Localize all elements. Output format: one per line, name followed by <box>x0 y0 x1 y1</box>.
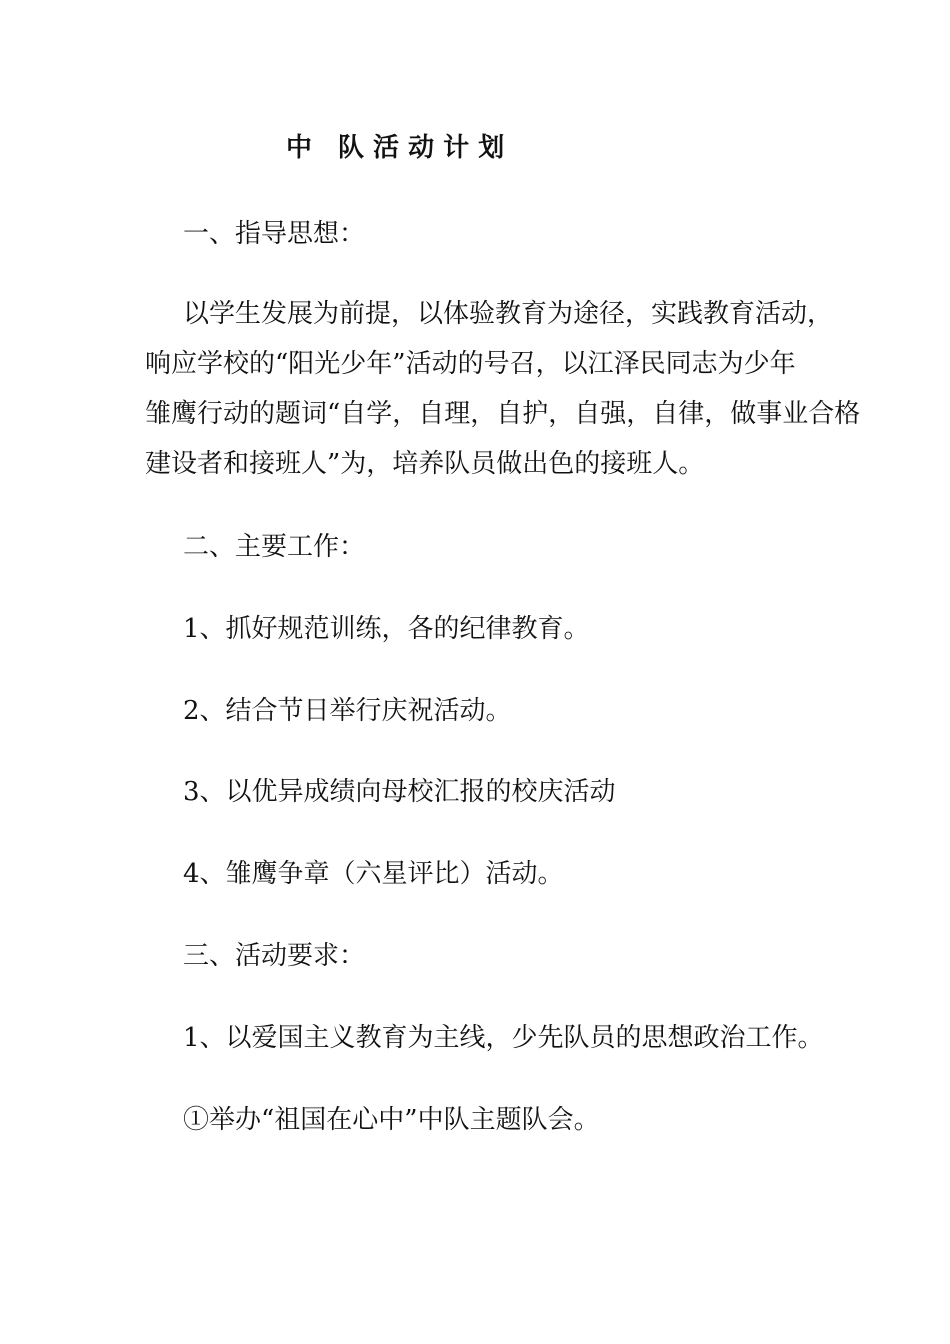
requirement-subitem-1: ①举办“祖国在心中”中队主题队会。 <box>183 1105 600 1135</box>
paragraph-line-4: 建设者和接班人”为，培养队员做出色的接班人。 <box>145 449 705 479</box>
section-heading-main-work: 二、主要工作： <box>183 532 366 562</box>
paragraph-line-2: 响应学校的“阳光少年”活动的号召，以江泽民同志为少年 <box>145 349 796 379</box>
main-work-item-1: 1、抓好规范训练，各的纪律教育。 <box>183 614 590 644</box>
section-heading-guiding-ideology: 一、指导思想： <box>183 219 366 249</box>
page-title: 中 队 活 动 计 划 <box>286 133 505 163</box>
main-work-item-4: 4、雏鹰争章（六星评比）活动。 <box>183 859 564 889</box>
main-work-item-3: 3、以优异成绩向母校汇报的校庆活动 <box>183 777 616 807</box>
section-heading-activity-requirements: 三、活动要求： <box>183 941 366 971</box>
paragraph-line-3: 雏鹰行动的题词“自学，自理，自护，自强，自律，做事业合格 <box>145 399 861 429</box>
requirement-item-1: 1、以爱国主义教育为主线，少先队员的思想政治工作。 <box>183 1023 824 1053</box>
main-work-item-2: 2、结合节日举行庆祝活动。 <box>183 696 512 726</box>
paragraph-line-1: 以学生发展为前提，以体验教育为途径，实践教育活动， <box>183 299 834 329</box>
